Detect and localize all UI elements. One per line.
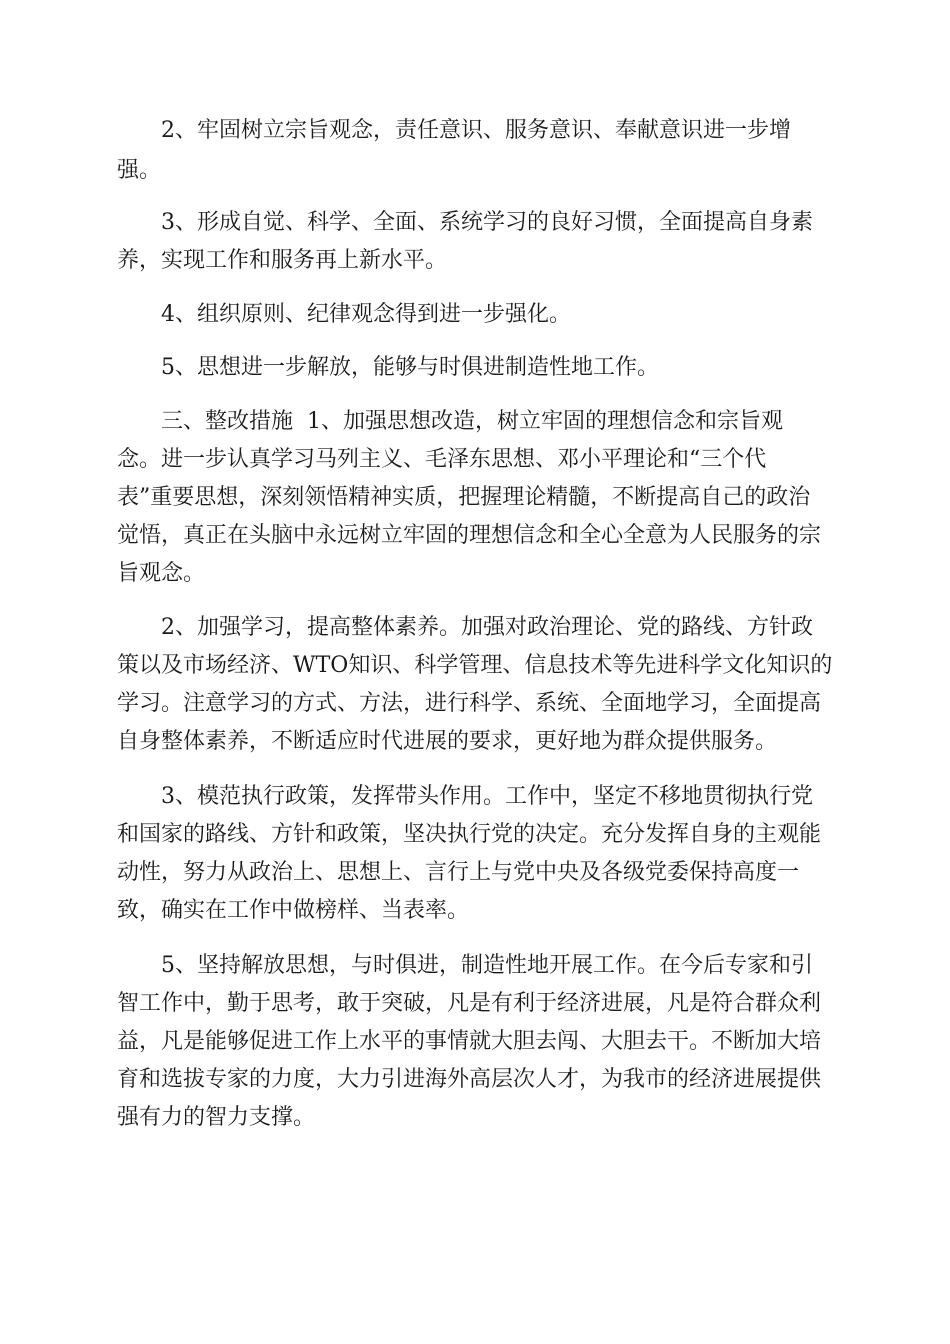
- paragraph-line: 益，凡是能够促进工作上水平的事情就大胆去闯、大胆去干。不断加大培: [117, 1029, 822, 1054]
- paragraph-line: 致，确实在工作中做榜样、当表率。: [117, 898, 470, 923]
- paragraph-line: 觉悟，真正在头脑中永远树立牢固的理想信念和全心全意为人民服务的宗: [117, 523, 822, 548]
- paragraph-line: 强有力的智力支撑。: [117, 1105, 316, 1130]
- paragraph-line: 策以及市场经济、WTO知识、科学管理、信息技术等先进科学文化知识的: [117, 653, 833, 678]
- paragraph-line: 养，实现工作和服务再上新水平。: [117, 248, 448, 273]
- paragraph-line: 5、思想进一步解放，能够与时俱进制造性地工作。: [161, 355, 659, 380]
- paragraph-line: 2、牢固树立宗旨观念，责任意识、服务意识、奉献意识进一步增: [161, 118, 791, 143]
- paragraph-line: 旨观念。: [117, 561, 206, 586]
- paragraph-line: 育和选拔专家的力度，大力引进海外高层次人才，为我市的经济进展提供: [117, 1067, 822, 1092]
- paragraph-line: 自身整体素养，不断适应时代进展的要求，更好地为群众提供服务。: [117, 729, 778, 754]
- paragraph-line: 念。进一步认真学习马列主义、毛泽东思想、邓小平理论和“三个代: [117, 447, 767, 472]
- paragraph-line: 3、模范执行政策，发挥带头作用。工作中，坚定不移地贯彻执行党: [161, 784, 813, 809]
- paragraph-line: 学习。注意学习的方式、方法，进行科学、系统、全面地学习，全面提高: [117, 691, 822, 716]
- paragraph-line: 强。: [117, 158, 162, 183]
- paragraph-line: 5、坚持解放思想，与时俱进，制造性地开展工作。在今后专家和引: [161, 953, 813, 978]
- paragraph-line: 2、加强学习，提高整体素养。加强对政治理论、党的路线、方针政: [161, 615, 813, 640]
- paragraph-line: 表”重要思想，深刻领悟精神实质，把握理论精髓，不断提高自己的政治: [117, 485, 811, 510]
- paragraph-line: 和国家的路线、方针和政策，坚决执行党的决定。充分发挥自身的主观能: [117, 822, 822, 847]
- paragraph-line: 动性，努力从政治上、思想上、言行上与党中央及各级党委保持高度一: [117, 860, 800, 885]
- paragraph-line: 3、形成自觉、科学、全面、系统学习的良好习惯，全面提高自身素: [161, 210, 813, 235]
- paragraph-line: 4、组织原则、纪律观念得到进一步强化。: [161, 302, 571, 327]
- paragraph-line: 智工作中，勤于思考，敢于突破，凡是有利于经济进展，凡是符合群众利: [117, 991, 822, 1016]
- paragraph-line: 三、整改措施 1、加强思想改造，树立牢固的理想信念和宗旨观: [161, 409, 783, 434]
